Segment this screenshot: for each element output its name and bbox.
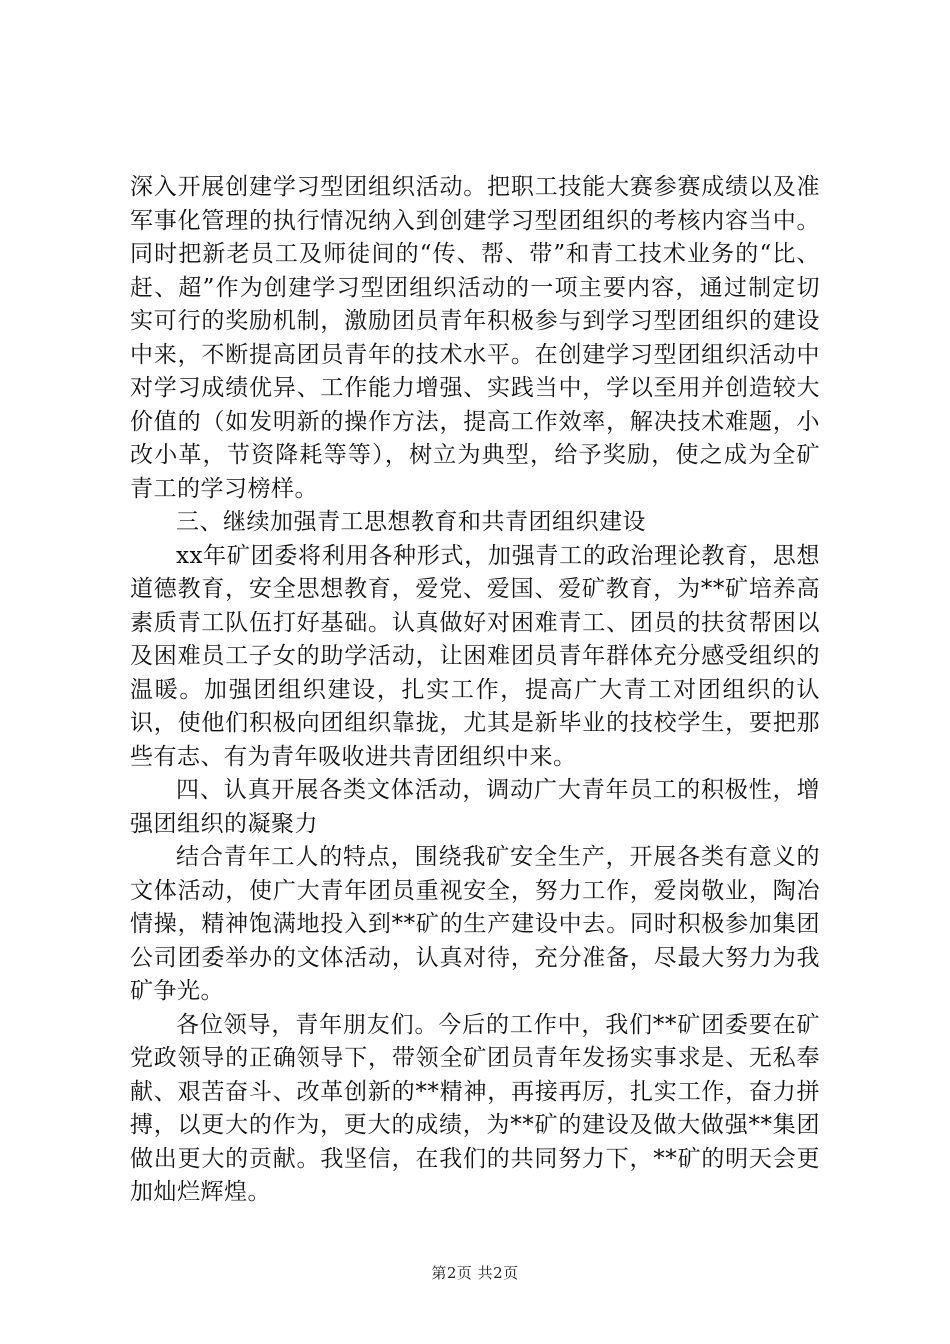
body-paragraph: xx年矿团委将利用各种形式，加强青工的政治理论教育，思想道德教育，安全思想教育，爱党、爱国、爱矿教育，为**矿培养高素质青工队伍打好基础。认真做好对困难青工、团员的扶贫帮困以及困难员工子女的助学活动，让困难团员青年群体充分感受组织的温暖。加强团组织建设，扎实工作，提高广大青工对团组织的认识，使他们积极向团组织靠拢，尤其是新毕业的技校学生，要把那些有志、有为青年吸收进共青团组织中来。 [130,542,820,770]
closing-paragraph: 各位领导，青年朋友们。今后的工作中，我们**矿团委要在矿党政领导的正确领导下，带领全矿团员青年发扬实事求是、无私奉献、艰苦奋斗、改革创新的**精神，再接再厉，扎实工作，奋力拼搏，以更大的作为，更大的成绩，为**矿的建设及做大做强**集团做出更大的贡献。我坚信，在我们的共同努力下，**矿的明天会更加灿烂辉煌。 [130,1011,820,1205]
document-body [130,171,820,1210]
section-heading: 四、认真开展各类文体活动，调动广大青年员工的积极性，增强团组织的凝聚力 [130,777,820,837]
body-paragraph: 结合青年工人的特点，围绕我矿安全生产，开展各类有意义的文体活动，使广大青年团员重视安全，努力工作，爱岗敬业，陶冶情操，精神饱满地投入到**矿的生产建设中去。同时积极参加集团公司团委举办的文体活动，认真对待，充分准备，尽最大努力为我矿争光。 [130,844,820,1004]
page-number-footer: 第2页 共2页 [431,1264,519,1282]
body-paragraph: 深入开展创建学习型团组织活动。把职工技能大赛参赛成绩以及准军事化管理的执行情况纳入到创建学习型团组织的考核内容当中。同时把新老员工及师徒间的“传、帮、带”和青工技术业务的“比、赶、超”作为创建学习型团组织活动的一项主要内容，通过制定切实可行的奖励机制，激励团员青年积极参与到学习型团组织的建设中来，不断提高团员青年的技术水平。在创建学习型团组织活动中对学习成绩优异、工作能力增强、实践当中，学以至用并创造较大价值的（如发明新的操作方法，提高工作效率，解决技术难题，小改小革，节资降耗等等），树立为典型，给予奖励，使之成为全矿青工的学习榜样。 [130,174,820,502]
section-heading: 三、继续加强青工思想教育和共青团组织建设 [176,509,646,535]
